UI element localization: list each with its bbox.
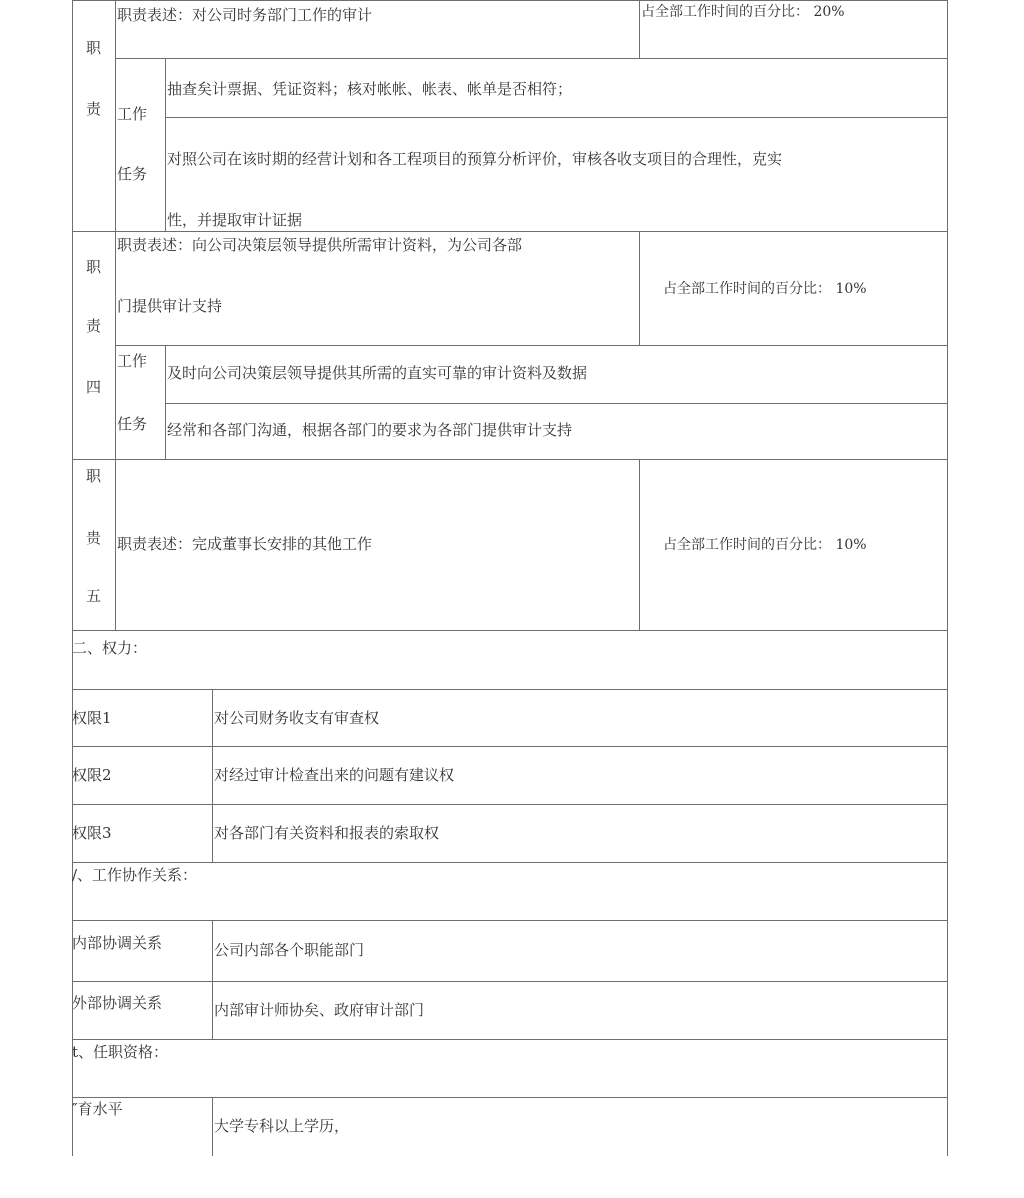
row-line — [115, 58, 948, 59]
table-border-left — [72, 0, 73, 1156]
authority-label-3: 权限3 — [72, 824, 112, 842]
authority-heading: 二、权力： — [72, 639, 148, 657]
row-line — [72, 862, 948, 863]
duty5-label-char-3: 五 — [86, 587, 102, 605]
relations-label-divider — [212, 920, 213, 1039]
row-line — [72, 1097, 948, 1098]
duty4-task-label-1: 工作 — [117, 352, 148, 370]
duty4-label-char-2: 责 — [86, 317, 102, 335]
percent-divider-duty4 — [639, 231, 640, 346]
task-label-divider-duty4 — [165, 345, 166, 459]
relations-label-2: 外部协调关系 — [72, 994, 163, 1012]
duty4-task-2: 经常和各部门沟通，根据各部门的要求为各部门提供审计支持 — [167, 421, 573, 439]
duty3-percent: 占全部工作时间的百分比： 20% — [641, 4, 845, 20]
duty3-task-2-cont: 性，并提取审计证据 — [167, 211, 303, 229]
row-line — [72, 231, 948, 232]
duty3-task-label-2: 任务 — [117, 165, 148, 183]
duty-label-divider — [115, 0, 116, 631]
authority-label-2: 权限2 — [72, 766, 112, 784]
duty4-description-line1: 职责表述：向公司决策层领导提供所需审计资料，为公司各部 — [117, 236, 523, 254]
row-line — [72, 459, 948, 460]
relations-value-1: 公司内部各个职能部门 — [214, 941, 365, 959]
duty4-label-char-3: 四 — [86, 378, 102, 396]
duty3-task-2: 对照公司在该时期的经营计划和各工程项目的预算分析评价，审核各收支项目的合理性，克实 — [167, 150, 783, 168]
authority-value-3: 对各部门有关资料和报表的索取权 — [214, 824, 440, 842]
authority-value-2: 对经过审计检查出来的问题有建议权 — [214, 766, 455, 784]
table-border-right — [947, 0, 948, 1156]
row-line — [72, 746, 948, 747]
row-line — [72, 689, 948, 690]
duty5-percent: 占全部工作时间的百分比： 10% — [663, 537, 867, 553]
duty5-label-char-1: 职 — [86, 467, 102, 485]
duty3-label-char-1: 职 — [86, 39, 102, 57]
duty3-label-char-2: 责 — [86, 100, 102, 118]
task-label-divider-duty3 — [165, 58, 166, 231]
relations-heading: /、工作协作关系： — [72, 866, 198, 884]
duty3-description: 职责表述：对公司时务部门工作的审计 — [117, 6, 373, 24]
authority-value-1: 对公司财务收支有审查权 — [214, 709, 380, 727]
relations-value-2: 内部审计师协矣、政府审计部门 — [214, 1001, 425, 1019]
row-line — [72, 804, 948, 805]
relations-label-1: 内部协调关系 — [72, 934, 163, 952]
row-line — [72, 981, 948, 982]
qualification-label-1: ″育水平 — [72, 1100, 123, 1118]
qualification-label-divider — [212, 1097, 213, 1156]
duty4-task-1: 及时向公司决策层领导提供其所需的直实可靠的审计资料及数据 — [167, 364, 588, 382]
percent-divider-duty3 — [639, 0, 640, 59]
authority-label-divider — [212, 689, 213, 862]
table-border-top — [72, 0, 948, 1]
row-line — [165, 403, 948, 404]
duty3-task-1: 抽查矣计票据、凭证资料；核对帐帐、帐表、帐单是否相符； — [167, 80, 573, 98]
row-line — [165, 117, 948, 118]
job-description-table — [72, 0, 948, 1156]
authority-label-1: 权限1 — [72, 709, 112, 727]
duty4-percent: 占全部工作时间的百分比： 10% — [663, 281, 867, 297]
duty4-description-line2: 门提供审计支持 — [117, 297, 223, 315]
percent-divider-duty5 — [639, 459, 640, 631]
duty5-description: 职责表述：完成董事长安排的其他工作 — [117, 535, 373, 553]
qualification-value-1: 大学专科以上学历， — [214, 1117, 350, 1135]
row-line — [72, 630, 948, 631]
duty4-task-label-2: 任务 — [117, 415, 148, 433]
duty3-task-label-1: 工作 — [117, 105, 148, 123]
row-line — [72, 920, 948, 921]
row-line — [115, 345, 948, 346]
qualification-heading: t、任职资格： — [72, 1043, 169, 1061]
duty4-label-char-1: 职 — [86, 258, 102, 276]
duty5-label-char-2: 贵 — [86, 529, 102, 547]
row-line — [72, 1039, 948, 1040]
